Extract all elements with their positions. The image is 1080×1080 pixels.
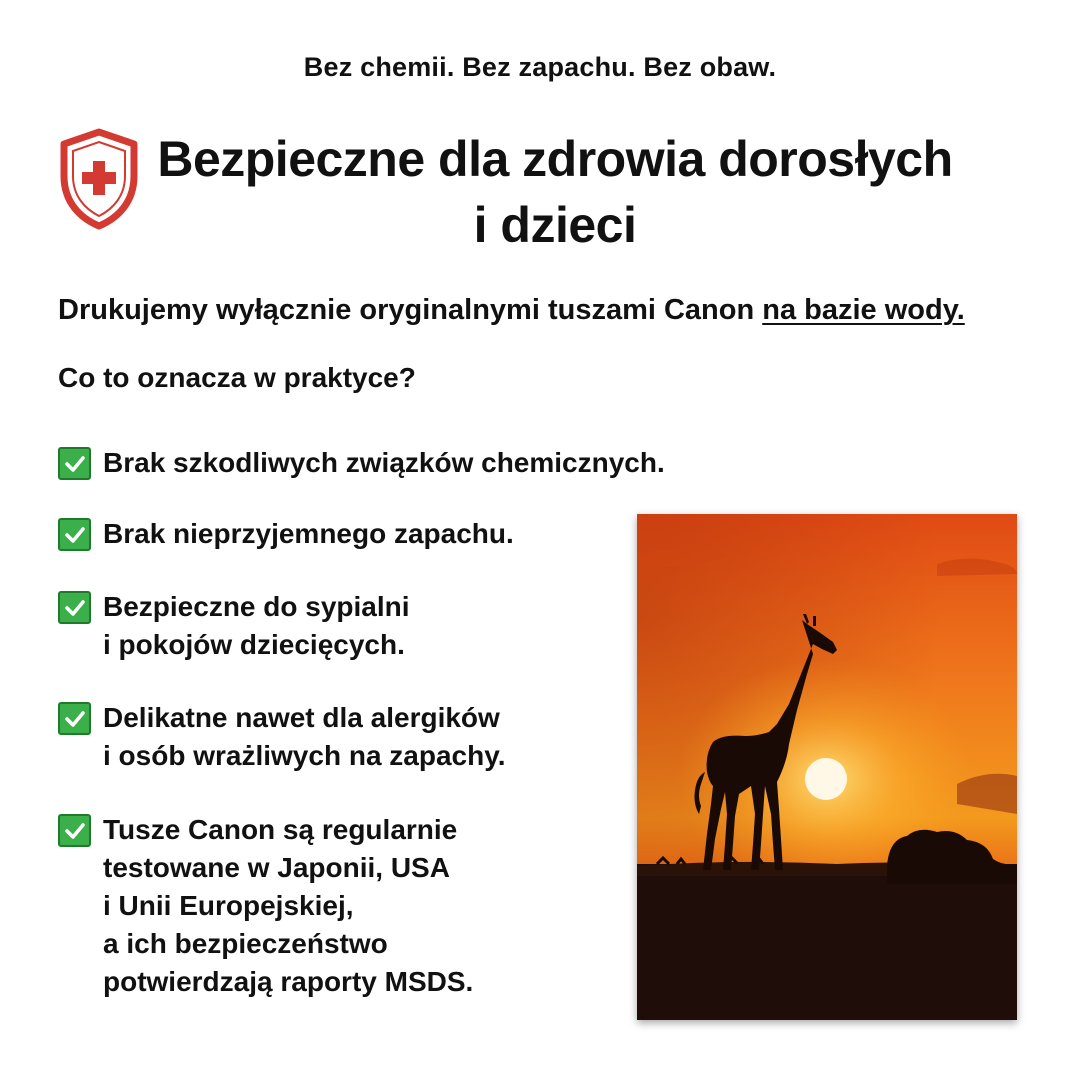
benefit-text	[103, 811, 473, 1001]
checkmark-icon	[58, 702, 91, 735]
shield-plus-icon	[58, 128, 140, 230]
benefit-item-2	[58, 515, 514, 553]
benefit-text	[103, 699, 506, 775]
checkmark-icon	[58, 814, 91, 847]
intro-main: Drukujemy wyłącznie oryginalnymi tuszami Canon	[58, 294, 763, 326]
benefit-item-3	[58, 588, 410, 664]
benefit-text	[103, 588, 410, 664]
headline-line-1: Bezpieczne dla zdrowia dorosłych	[157, 131, 953, 187]
benefit-line: i osób wrażliwych na zapachy.	[103, 740, 506, 771]
giraffe-sunset-photo	[637, 514, 1017, 1020]
headline-line-2: i dzieci	[473, 197, 637, 253]
giraffe-sunset-illustration	[637, 514, 1017, 1020]
benefit-text	[103, 444, 665, 482]
checkmark-icon	[58, 447, 91, 480]
benefit-item-1	[58, 444, 665, 482]
benefit-line: Brak szkodliwych związków chemicznych.	[103, 447, 665, 478]
question-text: Co to oznacza w praktyce?	[58, 362, 416, 393]
benefit-line: i pokojów dziecięcych.	[103, 629, 405, 660]
benefit-line: Tusze Canon są regularnie	[103, 814, 458, 845]
benefit-item-4	[58, 699, 506, 775]
intro-underlined: na bazie wody.	[762, 294, 965, 326]
benefit-line: testowane w Japonii, USA	[103, 852, 450, 883]
benefit-line: a ich bezpieczeństwo	[103, 928, 388, 959]
tagline: Bez chemii. Bez zapachu. Bez obaw.	[303, 52, 777, 82]
benefit-line: Bezpieczne do sypialni	[103, 591, 410, 622]
benefit-line: Delikatne nawet dla alergików	[103, 702, 500, 733]
checkmark-icon	[58, 591, 91, 624]
benefit-line: i Unii Europejskiej,	[103, 890, 354, 921]
benefit-item-5	[58, 811, 473, 1001]
headline	[140, 126, 970, 258]
intro-text	[58, 294, 965, 327]
benefit-line: potwierdzają raporty MSDS.	[103, 966, 474, 997]
benefit-text	[103, 515, 514, 553]
benefit-line: Brak nieprzyjemnego zapachu.	[103, 518, 514, 549]
checkmark-icon	[58, 518, 91, 551]
